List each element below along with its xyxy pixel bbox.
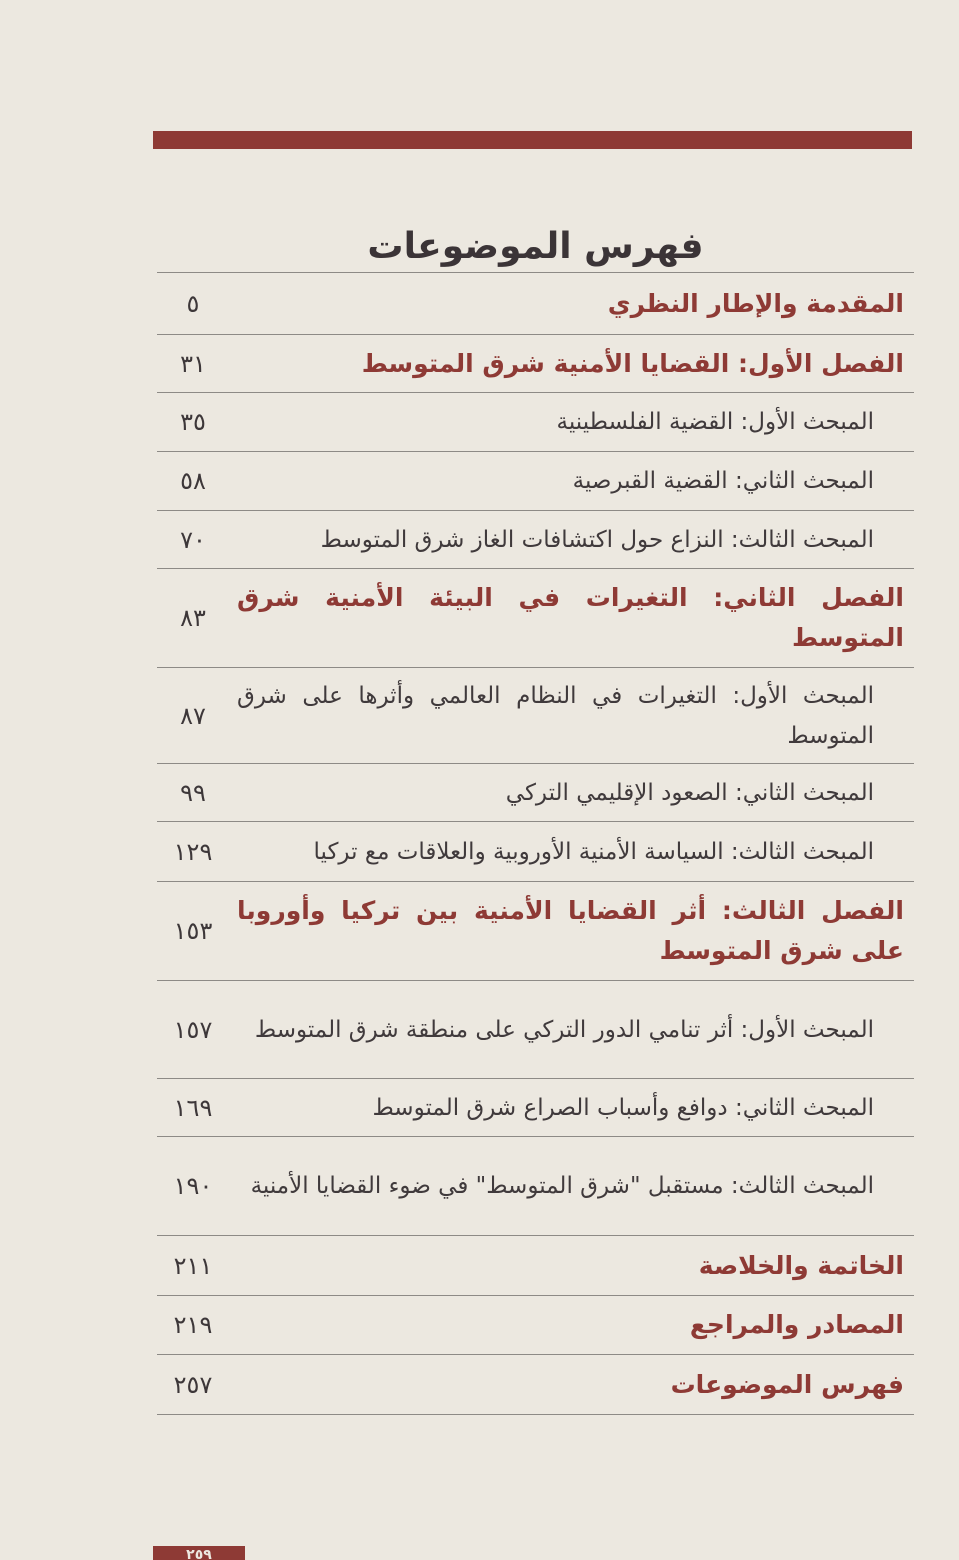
toc-entry-section: المبحث الأول: أثر تنامي الدور التركي على منطقة شرق المتوسط (254, 1016, 874, 1043)
page-title: فهرس الموضوعات (367, 226, 704, 267)
toc-entry-conclusion: الخاتمة والخلاصة (698, 1250, 904, 1280)
page-number: ٢١٩ (173, 1311, 213, 1339)
page-number: ١٩٠ (173, 1172, 213, 1200)
toc-row (157, 668, 914, 764)
toc-table (157, 272, 914, 1415)
toc-row (157, 569, 914, 668)
toc-entry-chapter-1: الفصل الأول: القضايا الأمنية شرق المتوسط (361, 348, 904, 378)
page-number: ٣١ (180, 349, 206, 378)
toc-entry-section: المبحث الأول: القضية الفلسطينية (556, 409, 874, 435)
toc-entry-section: المبحث الثالث: النزاع حول اكتشافات الغاز شرق المتوسط (320, 526, 874, 553)
toc-entry-section: المبحث الثاني: الصعود الإقليمي التركي (505, 779, 874, 806)
toc-entry-section: المبحث الثاني: القضية القبرصية (572, 468, 874, 494)
page-number: ٧٠ (180, 525, 206, 554)
decorative-top-bar (153, 131, 912, 149)
page-number: ٣٥ (180, 408, 206, 436)
toc-row (157, 393, 914, 452)
toc-entry-section: المبحث الثالث: مستقبل "شرق المتوسط" في ضوء القضايا الأمنية (250, 1173, 874, 1199)
page-number: ٥٨ (180, 467, 206, 495)
page-number: ١٥٣ (173, 917, 213, 945)
page-folio: ٢٥٩ (153, 1546, 245, 1560)
page-number: ١٦٩ (173, 1093, 213, 1122)
toc-entry-chapter-3: الفصل الثالث: أثر القضايا الأمنية بين تركيا وأوروبا على شرق المتوسط (237, 896, 904, 965)
toc-row (157, 822, 914, 882)
toc-entry-chapter-2: الفصل الثاني: التغيرات في البيئة الأمنية شرق المتوسط (237, 583, 904, 652)
page-number: ٥ (186, 289, 200, 318)
toc-entry-section: المبحث الأول: التغيرات في النظام العالمي وأثرها على شرق المتوسط (237, 682, 874, 749)
toc-row (157, 335, 914, 393)
toc-row (157, 1296, 914, 1355)
page-number: ٨٧ (180, 701, 206, 730)
toc-row (157, 764, 914, 822)
toc-row (157, 1236, 914, 1296)
toc-entry-intro: المقدمة والإطار النظري (607, 288, 904, 318)
page-number: ٩٩ (180, 778, 206, 807)
page-number: ٢٥٧ (173, 1370, 213, 1399)
toc-row (157, 273, 914, 335)
page-number: ١٢٩ (173, 837, 213, 866)
page-number: ٨٣ (180, 604, 206, 632)
toc-entry-section: المبحث الثالث: السياسة الأمنية الأوروبية والعلاقات مع تركيا (313, 838, 874, 865)
toc-row (157, 981, 914, 1079)
page-number: ١٥٧ (173, 1015, 213, 1044)
toc-row (157, 882, 914, 981)
toc-entry-index: فهرس الموضوعات (670, 1369, 904, 1399)
toc-entry-references: المصادر والمراجع (689, 1310, 904, 1339)
toc-row (157, 1079, 914, 1137)
toc-row (157, 452, 914, 511)
toc-row (157, 1137, 914, 1236)
toc-row (157, 511, 914, 569)
toc-row (157, 1355, 914, 1415)
toc-entry-section: المبحث الثاني: دوافع وأسباب الصراع شرق المتوسط (372, 1094, 874, 1121)
page-number: ٢١١ (173, 1251, 213, 1280)
